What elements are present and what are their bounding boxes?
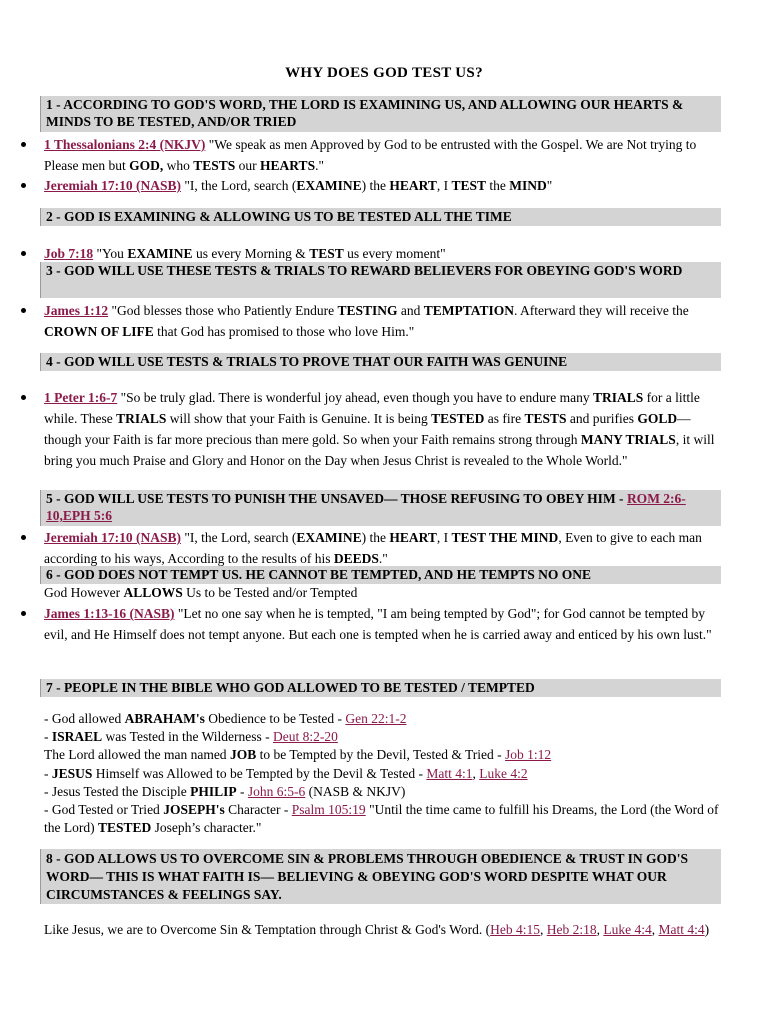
body-text: - God allowed [44,711,125,726]
closing-paragraph [44,920,724,939]
bullet-icon [21,183,26,188]
quote-text: , Even to give to each man according to his ways, According to the results of his [44,530,702,566]
bullet-icon [21,611,26,616]
bullet-icon [21,308,26,313]
section-heading-6: 6 - GOD DOES NOT TEMPT US. HE CANNOT BE TEMPTED, AND HE TEMPTS NO ONE [40,566,721,584]
emphasis: MIND [509,178,547,193]
scripture-link[interactable]: 1 Thessalonians 2:4 (NKJV) [44,137,206,152]
quote-text: "You [93,246,128,261]
scripture-link[interactable]: Job 7:18 [44,246,94,261]
people-list [44,710,724,837]
quote-text: ." [315,158,324,173]
bullet-icon [21,395,26,400]
quote-text: "God blesses those who Patiently Endure [108,303,338,318]
list-item [44,603,724,645]
emphasis: TEST THE MIND [451,530,559,545]
quote-text: as fire [484,411,525,426]
quote-text: who [163,158,194,173]
emphasis: TESTS [193,158,236,173]
quote-text: , I [436,530,452,545]
body-text: (NASB & NKJV) [305,783,406,799]
body-text: Joseph’s character." [151,820,262,836]
scripture-link[interactable]: Matt 4:4 [658,922,705,937]
separator: , [539,922,547,937]
scripture-link[interactable]: Heb 4:15 [490,922,540,937]
emphasis: TESTED [97,820,152,836]
emphasis: JOB [229,747,257,763]
quote-text: ) the [361,530,390,545]
body-text: - God Tested or Tried [44,802,164,818]
emphasis: TESTING [337,303,398,318]
scripture-link[interactable]: Jeremiah 17:10 (NASB) [44,530,181,545]
list-item [44,783,724,801]
section-heading-8: 8 - GOD ALLOWS US TO OVERCOME SIN & PROBLEMS THROUGH OBEDIENCE & TRUST IN GOD'S WORD— THIS IS WHAT FAITH IS— BELIEVING & OBEYING GOD'S WORD DESPITE WHAT OUR CIRCUMSTANCES & FEELINGS SAY. [40,849,721,904]
quote-text: —though your Faith is far more precious than mere gold. So when your Faith remains strong through [44,411,691,447]
section-subtext [44,583,724,602]
body-text: God However [44,585,124,600]
emphasis: TRIALS [116,411,167,426]
list-item [44,175,724,196]
list-item [44,746,724,764]
scripture-link[interactable]: James 1:13-16 (NASB) [44,606,175,621]
scripture-link[interactable]: Deut 8:2-20 [273,729,338,745]
quote-text: for a little while. These [44,390,700,426]
section-heading-text: 5 - GOD WILL USE TESTS TO PUNISH THE UNSAVED— THOSE REFUSING TO OBEY HIM - [46,491,627,506]
body-text: Us to be Tested and/or Tempted [182,585,358,600]
emphasis: ABRAHAM's [124,711,205,726]
emphasis: EXAMINE [127,246,193,261]
quote-text: " [546,178,553,193]
list-item [44,243,724,264]
scripture-link[interactable]: Gen 22:1-2 [345,711,407,726]
body-text: Obedience to be Tested - [204,711,346,726]
body-text: - [44,729,52,745]
emphasis: ISRAEL [51,729,103,745]
list-item [44,710,724,728]
body-text: Character - [224,802,292,818]
list-item [44,527,724,569]
quote-text: "Let no one say when he is tempted, "I am being tempted by God"; for God cannot be tempted by evil, and He Himself does not tempt anyone. But each one is tempted when he is carried away and enticed by his own lust." [44,606,712,642]
emphasis: GOLD [637,411,678,426]
scripture-link[interactable]: James 1:12 [44,303,109,318]
list-item [44,300,724,342]
emphasis: TRIALS [592,390,644,405]
emphasis: EXAMINE [296,178,362,193]
separator: , [651,922,659,937]
section-heading-2: 2 - GOD IS EXAMINING & ALLOWING US TO BE TESTED ALL THE TIME [40,208,721,226]
quote-text: will show that your Faith is Genuine. It is being [166,411,432,426]
emphasis: JESUS [51,765,93,781]
quote-text: that God has promised to those who love Him." [153,324,415,339]
emphasis: DEEDS [333,551,379,566]
emphasis: GOD, [129,158,164,173]
scripture-link[interactable]: Luke 4:4 [603,922,652,937]
emphasis: HEART [389,178,437,193]
quote-text: and [397,303,424,318]
scripture-link[interactable]: Heb 2:18 [546,922,597,937]
emphasis: JOSEPH's [163,802,225,818]
body-text: - Jesus Tested the Disciple [44,783,191,799]
emphasis: ALLOWS [123,585,183,600]
quote-text: "We speak as men Approved by God to be entrusted with the Gospel. We are Not trying to Please men but [44,137,697,173]
list-item [44,387,724,471]
emphasis: PHILIP [190,783,237,799]
quote-text: ." [378,551,388,566]
section-heading-1: 1 - ACCORDING TO GOD'S WORD, THE LORD IS EXAMINING US, AND ALLOWING OUR HEARTS & MINDS TO BE TESTED, AND/OR TRIED [40,96,721,132]
body-text: ) [704,922,710,937]
quote-text: "So be truly glad. There is wonderful joy ahead, even though you have to endure many [117,390,593,405]
section-heading-7: 7 - PEOPLE IN THE BIBLE WHO GOD ALLOWED TO BE TESTED / TEMPTED [40,679,721,697]
page-title: WHY DOES GOD TEST US? [285,65,483,81]
emphasis: TESTED [431,411,485,426]
body-text: - [236,783,248,799]
body-text: to be Tempted by the Devil, Tested & Tried - [256,747,506,763]
quote-text: "I, the Lord, search ( [180,178,297,193]
body-text: Himself was Allowed to be Tempted by the Devil & Tested - [92,765,427,781]
scripture-link[interactable]: Luke 4:2 [479,765,528,781]
section-heading-5 [40,490,721,526]
emphasis: CROWN OF LIFE [44,324,154,339]
quote-text: . Afterward they will receive the [514,303,689,318]
quote-text: us every Morning & [192,246,310,261]
section-heading-4: 4 - GOD WILL USE TESTS & TRIALS TO PROVE THAT OUR FAITH WAS GENUINE [40,353,721,371]
list-item [44,134,724,176]
quote-text: our [235,158,261,173]
emphasis: TEST [451,178,487,193]
body-text: - [44,765,52,781]
list-item [44,801,724,837]
scripture-link[interactable]: Jeremiah 17:10 (NASB) [44,178,181,193]
emphasis: TEST [309,246,344,261]
quote-text: , it will bring you much Praise and Glory and Honor on the Day when Jesus Christ is revealed to the Whole World." [44,432,715,468]
emphasis: TEMPTATION [423,303,515,318]
body-text: "Until the time came to fulfill his Dreams, the Lord (the Word of the Lord) [44,802,719,836]
section-heading-3: 3 - GOD WILL USE THESE TESTS & TRIALS TO REWARD BELIEVERS FOR OBEYING GOD'S WORD [40,262,721,298]
separator: , [596,922,604,937]
quote-text: and purifies [566,411,638,426]
scripture-link[interactable]: Psalm 105:19 [291,802,366,818]
emphasis: HEART [389,530,437,545]
scripture-link[interactable]: Matt 4:1 [426,765,473,781]
body-text: was Tested in the Wilderness - [102,729,274,745]
body-text: The Lord allowed the man named [44,747,230,763]
list-item [44,728,724,746]
quote-text: , I [436,178,452,193]
quote-text: us every moment" [343,246,446,261]
list-item [44,765,724,783]
scripture-link[interactable]: ROM 2:6-10,EPH 5:6 [46,491,686,523]
separator: , [472,765,480,781]
scripture-link[interactable]: 1 Peter 1:6-7 [44,390,118,405]
bullet-icon [21,251,26,256]
emphasis: TESTS [524,411,567,426]
emphasis: HEARTS [260,158,316,173]
bullet-icon [21,142,26,147]
emphasis: EXAMINE [296,530,362,545]
quote-text: the [486,178,510,193]
scripture-link[interactable]: Job 1:12 [505,747,552,763]
body-text: Like Jesus, we are to Overcome Sin & Temptation through Christ & God's Word. ( [44,922,491,937]
quote-text: "I, the Lord, search ( [180,530,297,545]
quote-text: ) the [361,178,390,193]
scripture-link[interactable]: John 6:5-6 [247,783,306,799]
emphasis: MANY TRIALS [580,432,676,447]
bullet-icon [21,535,26,540]
